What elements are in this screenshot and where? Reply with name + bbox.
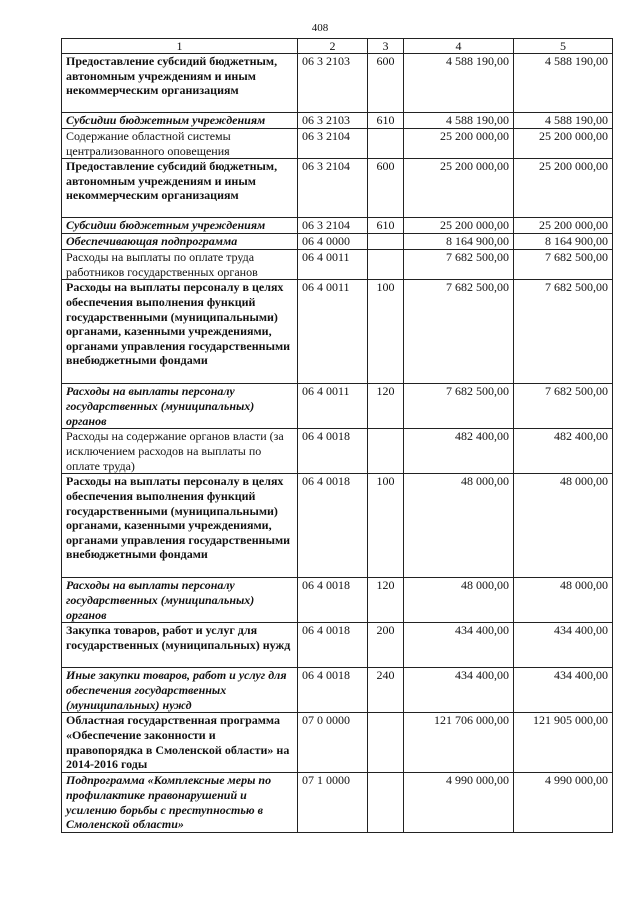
table-row [62,429,613,474]
row-value-5: 48 000,00 [514,578,613,623]
row-type: 120 [368,578,404,623]
row-value-5: 7 682 500,00 [514,250,613,280]
row-type: 100 [368,280,404,384]
row-type: 610 [368,113,404,129]
table-row [62,474,613,578]
header-row [62,39,613,54]
row-type [368,250,404,280]
row-code: 06 3 2104 [298,159,368,218]
table-row [62,773,613,833]
row-code: 06 4 0018 [298,474,368,578]
row-type: 600 [368,159,404,218]
row-name: Расходы на выплаты персоналу в целях обеспечения выполнения функций государственными (муниципальными) органами, казенными учреждениями, органами управления государственными внебюджетными фондами [62,280,298,384]
table-row [62,280,613,384]
row-code: 06 4 0018 [298,623,368,668]
row-type: 200 [368,623,404,668]
row-code: 07 1 0000 [298,773,368,833]
row-code: 06 4 0000 [298,234,368,250]
row-name: Содержание областной системы централизованного оповещения [62,129,298,159]
row-name: Закупка товаров, работ и услуг для государственных (муниципальных) нужд [62,623,298,668]
row-name: Субсидии бюджетным учреждениям [62,113,298,129]
row-value-5: 121 905 000,00 [514,713,613,773]
table-row [62,384,613,429]
row-value-4: 4 990 000,00 [404,773,514,833]
table-row [62,250,613,280]
row-name: Областная государственная программа «Обеспечение законности и правопорядка в Смоленской области» на 2014-2016 годы [62,713,298,773]
row-value-4: 8 164 900,00 [404,234,514,250]
row-name: Предоставление субсидий бюджетным, автономным учреждениям и иным некоммерческим организациям [62,159,298,218]
row-name: Иные закупки товаров, работ и услуг для обеспечения государственных (муниципальных) нужд [62,668,298,713]
row-type [368,713,404,773]
row-value-4: 482 400,00 [404,429,514,474]
row-value-4: 4 588 190,00 [404,54,514,113]
row-name: Обеспечивающая подпрограмма [62,234,298,250]
row-type: 610 [368,218,404,234]
row-value-4: 48 000,00 [404,474,514,578]
table-row [62,113,613,129]
row-code: 06 3 2103 [298,113,368,129]
row-value-4: 7 682 500,00 [404,280,514,384]
row-value-5: 7 682 500,00 [514,280,613,384]
row-value-4: 4 588 190,00 [404,113,514,129]
row-type [368,129,404,159]
row-name: Расходы на выплаты персоналу в целях обеспечения выполнения функций государственными (муниципальными) органами, казенными учреждениями, органами управления государственными внебюджетными фондами [62,474,298,578]
row-code: 06 4 0011 [298,280,368,384]
row-value-5: 48 000,00 [514,474,613,578]
header-col-5: 5 [514,39,613,54]
row-name: Подпрограмма «Комплексные меры по профилактике правонарушений и усилению борьбы с преступностью в Смоленской области» [62,773,298,833]
row-name: Расходы на выплаты персоналу государственных (муниципальных) органов [62,384,298,429]
row-value-5: 25 200 000,00 [514,129,613,159]
header-col-4: 4 [404,39,514,54]
row-value-4: 25 200 000,00 [404,218,514,234]
table-row [62,54,613,113]
row-value-5: 8 164 900,00 [514,234,613,250]
row-name: Расходы на выплаты персоналу государственных (муниципальных) органов [62,578,298,623]
row-value-5: 7 682 500,00 [514,384,613,429]
table-row [62,234,613,250]
header-col-3: 3 [368,39,404,54]
row-value-5: 434 400,00 [514,623,613,668]
row-type: 100 [368,474,404,578]
row-code: 06 4 0018 [298,429,368,474]
row-value-5: 25 200 000,00 [514,159,613,218]
row-value-5: 482 400,00 [514,429,613,474]
table-row [62,578,613,623]
row-code: 06 3 2103 [298,54,368,113]
row-value-4: 25 200 000,00 [404,159,514,218]
row-value-5: 434 400,00 [514,668,613,713]
row-name: Субсидии бюджетным учреждениям [62,218,298,234]
row-value-5: 4 588 190,00 [514,54,613,113]
table-row [62,623,613,668]
row-code: 06 3 2104 [298,129,368,159]
page-number: 408 [311,22,329,34]
row-type: 240 [368,668,404,713]
row-value-4: 7 682 500,00 [404,250,514,280]
row-value-5: 4 990 000,00 [514,773,613,833]
row-name: Расходы на выплаты по оплате труда работников государственных органов [62,250,298,280]
row-code: 06 4 0018 [298,578,368,623]
budget-table [61,38,613,833]
header-col-1: 1 [62,39,298,54]
row-type: 600 [368,54,404,113]
row-value-5: 4 588 190,00 [514,113,613,129]
row-value-4: 121 706 000,00 [404,713,514,773]
row-value-4: 25 200 000,00 [404,129,514,159]
table-row [62,159,613,218]
row-type [368,234,404,250]
row-code: 06 3 2104 [298,218,368,234]
table-row [62,218,613,234]
table-row [62,129,613,159]
row-name: Расходы на содержание органов власти (за исключением расходов на выплаты по оплате труда) [62,429,298,474]
table-row [62,713,613,773]
row-name: Предоставление субсидий бюджетным, автономным учреждениям и иным некоммерческим организациям [62,54,298,113]
table-row [62,668,613,713]
row-value-4: 434 400,00 [404,623,514,668]
row-value-4: 7 682 500,00 [404,384,514,429]
header-col-2: 2 [298,39,368,54]
row-value-5: 25 200 000,00 [514,218,613,234]
row-type [368,429,404,474]
row-code: 06 4 0011 [298,384,368,429]
row-code: 07 0 0000 [298,713,368,773]
row-code: 06 4 0011 [298,250,368,280]
row-code: 06 4 0018 [298,668,368,713]
row-type: 120 [368,384,404,429]
row-value-4: 434 400,00 [404,668,514,713]
row-type [368,773,404,833]
row-value-4: 48 000,00 [404,578,514,623]
